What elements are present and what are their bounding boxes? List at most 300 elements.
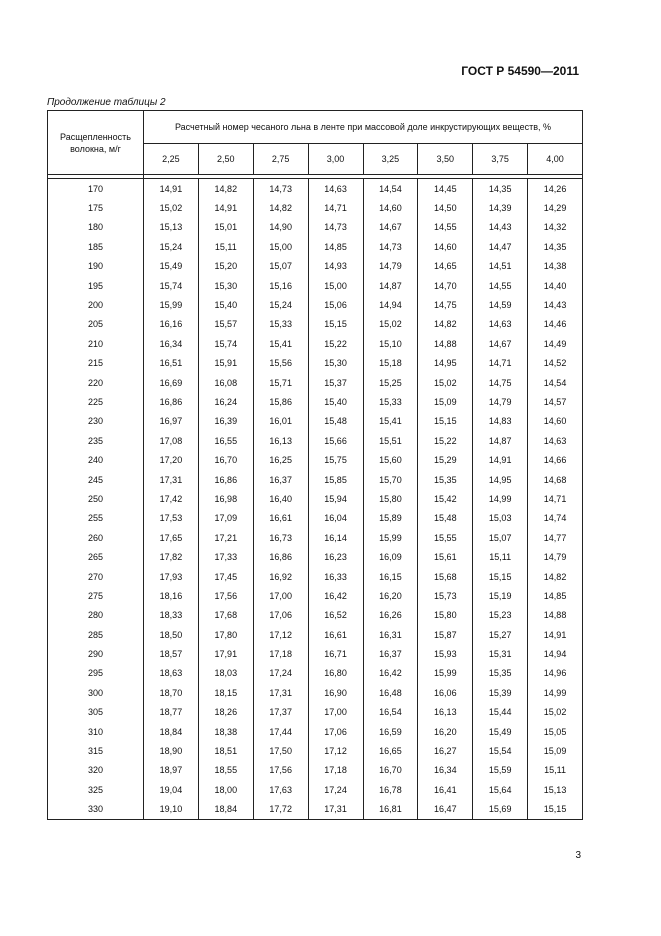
value-cell: 14,96 [528,664,583,683]
table-row [48,625,583,644]
value-cell: 15,29 [418,450,473,469]
table-row [48,644,583,663]
row-label-cell: 330 [48,800,144,820]
value-cell: 15,15 [528,800,583,820]
value-cell: 17,00 [308,703,363,722]
table-row [48,295,583,314]
table-row [48,509,583,528]
value-cell: 15,41 [253,334,308,353]
value-cell: 15,51 [363,431,418,450]
value-cell: 16,41 [418,780,473,799]
value-cell: 15,69 [473,800,528,820]
table-row [48,198,583,217]
value-cell: 16,25 [253,450,308,469]
row-label-cell: 200 [48,295,144,314]
value-cell: 15,24 [253,295,308,314]
value-cell: 14,77 [528,528,583,547]
row-label-cell: 265 [48,547,144,566]
value-cell: 16,92 [253,567,308,586]
value-cell: 15,99 [418,664,473,683]
table-row [48,315,583,334]
value-cell: 15,42 [418,489,473,508]
value-cell: 17,37 [253,703,308,722]
value-cell: 15,15 [308,315,363,334]
value-cell: 14,85 [308,237,363,256]
value-cell: 18,90 [144,741,199,760]
value-cell: 15,68 [418,567,473,586]
value-cell: 15,13 [144,218,199,237]
table-row [48,683,583,702]
value-cell: 15,44 [473,703,528,722]
row-label-cell: 275 [48,586,144,605]
value-cell: 15,91 [198,354,253,373]
value-cell: 14,52 [528,354,583,373]
value-cell: 16,01 [253,412,308,431]
table-continuation-label: Продолжение таблицы 2 [47,97,166,108]
value-cell: 14,79 [528,547,583,566]
value-cell: 16,37 [363,644,418,663]
value-cell: 15,33 [363,392,418,411]
value-cell: 16,78 [363,780,418,799]
row-label-cell: 285 [48,625,144,644]
value-cell: 15,59 [473,761,528,780]
value-cell: 15,56 [253,354,308,373]
value-cell: 15,35 [418,470,473,489]
table-row [48,761,583,780]
value-cell: 16,52 [308,606,363,625]
value-cell: 14,68 [528,470,583,489]
value-cell: 14,94 [528,644,583,663]
value-cell: 16,97 [144,412,199,431]
value-cell: 15,11 [473,547,528,566]
value-cell: 14,90 [253,218,308,237]
value-cell: 14,91 [528,625,583,644]
value-cell: 15,74 [198,334,253,353]
table-row [48,470,583,489]
value-cell: 15,16 [253,276,308,295]
column-header: 3,25 [363,144,418,175]
value-cell: 15,06 [308,295,363,314]
table-row [48,392,583,411]
value-cell: 15,15 [473,567,528,586]
value-cell: 18,33 [144,606,199,625]
value-cell: 14,95 [473,470,528,489]
value-cell: 17,12 [308,741,363,760]
value-cell: 16,69 [144,373,199,392]
value-cell: 14,39 [473,198,528,217]
value-cell: 18,38 [198,722,253,741]
value-cell: 14,71 [308,198,363,217]
value-cell: 14,66 [528,450,583,469]
value-cell: 17,09 [198,509,253,528]
value-cell: 15,09 [418,392,473,411]
value-cell: 19,04 [144,780,199,799]
value-cell: 16,86 [198,470,253,489]
value-cell: 15,94 [308,489,363,508]
value-cell: 14,63 [473,315,528,334]
table-row [48,412,583,431]
value-cell: 18,70 [144,683,199,702]
value-cell: 18,84 [198,800,253,820]
value-cell: 16,81 [363,800,418,820]
value-cell: 16,26 [363,606,418,625]
row-label-cell: 190 [48,257,144,276]
value-cell: 16,13 [253,431,308,450]
value-cell: 14,38 [528,257,583,276]
row-label-cell: 195 [48,276,144,295]
value-cell: 15,71 [253,373,308,392]
row-label-cell: 225 [48,392,144,411]
value-cell: 17,42 [144,489,199,508]
value-cell: 17,12 [253,625,308,644]
value-cell: 17,56 [198,586,253,605]
table-body [48,179,583,820]
row-label-cell: 175 [48,198,144,217]
row-label-cell: 185 [48,237,144,256]
table-row [48,276,583,295]
value-cell: 16,86 [144,392,199,411]
value-cell: 14,49 [528,334,583,353]
row-label-cell: 325 [48,780,144,799]
value-cell: 14,54 [363,179,418,199]
value-cell: 18,97 [144,761,199,780]
value-cell: 16,06 [418,683,473,702]
value-cell: 14,79 [473,392,528,411]
value-cell: 16,51 [144,354,199,373]
value-cell: 14,85 [528,586,583,605]
value-cell: 15,87 [418,625,473,644]
value-cell: 18,26 [198,703,253,722]
value-cell: 15,20 [198,257,253,276]
value-cell: 15,27 [473,625,528,644]
value-cell: 16,33 [308,567,363,586]
value-cell: 14,91 [144,179,199,199]
row-label-cell: 210 [48,334,144,353]
value-cell: 14,47 [473,237,528,256]
value-cell: 16,09 [363,547,418,566]
value-cell: 14,45 [418,179,473,199]
table-row [48,179,583,199]
value-cell: 15,40 [198,295,253,314]
value-cell: 15,00 [308,276,363,295]
column-header: 2,25 [144,144,199,175]
value-cell: 17,18 [308,761,363,780]
row-label-cell: 315 [48,741,144,760]
value-cell: 14,50 [418,198,473,217]
value-cell: 15,10 [363,334,418,353]
value-cell: 15,13 [528,780,583,799]
value-cell: 14,59 [473,295,528,314]
value-cell: 14,88 [528,606,583,625]
table-row [48,450,583,469]
table-row [48,606,583,625]
value-cell: 16,08 [198,373,253,392]
document-code: ГОСТ Р 54590—2011 [461,64,579,78]
value-cell: 16,24 [198,392,253,411]
value-cell: 19,10 [144,800,199,820]
value-cell: 15,55 [418,528,473,547]
value-cell: 15,93 [418,644,473,663]
row-label-cell: 290 [48,644,144,663]
value-cell: 16,42 [308,586,363,605]
value-cell: 17,68 [198,606,253,625]
value-cell: 17,80 [198,625,253,644]
column-header: 2,75 [253,144,308,175]
row-label-cell: 310 [48,722,144,741]
value-cell: 14,60 [528,412,583,431]
value-cell: 14,73 [253,179,308,199]
column-header: 3,75 [473,144,528,175]
value-cell: 15,07 [473,528,528,547]
value-cell: 14,60 [363,198,418,217]
value-cell: 15,61 [418,547,473,566]
value-cell: 16,04 [308,509,363,528]
value-cell: 14,32 [528,218,583,237]
row-label-cell: 235 [48,431,144,450]
value-cell: 17,21 [198,528,253,547]
value-cell: 15,02 [144,198,199,217]
value-cell: 14,93 [308,257,363,276]
value-cell: 16,80 [308,664,363,683]
value-cell: 16,59 [363,722,418,741]
value-cell: 18,00 [198,780,253,799]
value-cell: 14,26 [528,179,583,199]
table-row [48,257,583,276]
value-cell: 14,82 [198,179,253,199]
value-cell: 15,85 [308,470,363,489]
value-cell: 15,11 [198,237,253,256]
value-cell: 15,02 [418,373,473,392]
value-cell: 16,70 [198,450,253,469]
row-header: Расщепленность волокна, м/г [48,111,144,175]
value-cell: 16,23 [308,547,363,566]
value-cell: 17,93 [144,567,199,586]
row-label-cell: 320 [48,761,144,780]
value-cell: 17,06 [308,722,363,741]
value-cell: 16,34 [144,334,199,353]
value-cell: 16,55 [198,431,253,450]
value-cell: 16,54 [363,703,418,722]
value-cell: 14,60 [418,237,473,256]
value-cell: 15,48 [418,509,473,528]
value-cell: 15,31 [473,644,528,663]
value-cell: 14,73 [308,218,363,237]
table-row [48,547,583,566]
value-cell: 16,73 [253,528,308,547]
value-cell: 14,83 [473,412,528,431]
group-header: Расчетный номер чесаного льна в ленте при массовой доле инкрустирующих веществ, % [144,111,583,144]
value-cell: 15,80 [418,606,473,625]
value-cell: 15,37 [308,373,363,392]
value-cell: 17,50 [253,741,308,760]
value-cell: 18,03 [198,664,253,683]
value-cell: 15,15 [418,412,473,431]
value-cell: 15,64 [473,780,528,799]
value-cell: 16,20 [363,586,418,605]
value-cell: 14,79 [363,257,418,276]
value-cell: 15,99 [363,528,418,547]
value-cell: 15,24 [144,237,199,256]
value-cell: 15,39 [473,683,528,702]
row-label-cell: 205 [48,315,144,334]
row-label-cell: 300 [48,683,144,702]
value-cell: 16,14 [308,528,363,547]
table-row [48,431,583,450]
row-label-cell: 280 [48,606,144,625]
table-row [48,722,583,741]
row-label-cell: 230 [48,412,144,431]
value-cell: 15,60 [363,450,418,469]
value-cell: 14,40 [528,276,583,295]
value-cell: 16,61 [253,509,308,528]
value-cell: 14,91 [198,198,253,217]
value-cell: 15,89 [363,509,418,528]
value-cell: 17,31 [253,683,308,702]
value-cell: 18,15 [198,683,253,702]
value-cell: 16,47 [418,800,473,820]
value-cell: 16,61 [308,625,363,644]
value-cell: 16,13 [418,703,473,722]
value-cell: 15,02 [528,703,583,722]
value-cell: 16,34 [418,761,473,780]
value-cell: 17,18 [253,644,308,663]
value-cell: 14,55 [473,276,528,295]
value-cell: 16,40 [253,489,308,508]
value-cell: 17,24 [308,780,363,799]
row-label-cell: 305 [48,703,144,722]
table-row [48,354,583,373]
value-cell: 15,18 [363,354,418,373]
table-row [48,703,583,722]
value-cell: 14,73 [363,237,418,256]
value-cell: 17,06 [253,606,308,625]
value-cell: 16,98 [198,489,253,508]
value-cell: 15,22 [418,431,473,450]
value-cell: 14,87 [473,431,528,450]
value-cell: 15,33 [253,315,308,334]
table-row [48,528,583,547]
value-cell: 14,99 [528,683,583,702]
value-cell: 15,57 [198,315,253,334]
value-cell: 16,90 [308,683,363,702]
row-label-cell: 270 [48,567,144,586]
value-cell: 14,67 [473,334,528,353]
value-cell: 17,33 [198,547,253,566]
row-label-cell: 170 [48,179,144,199]
value-cell: 15,49 [473,722,528,741]
value-cell: 16,42 [363,664,418,683]
value-cell: 14,82 [253,198,308,217]
value-cell: 14,87 [363,276,418,295]
value-cell: 14,43 [473,218,528,237]
row-label-cell: 295 [48,664,144,683]
value-cell: 14,46 [528,315,583,334]
value-cell: 16,15 [363,567,418,586]
value-cell: 15,23 [473,606,528,625]
table-row [48,741,583,760]
value-cell: 15,30 [308,354,363,373]
value-cell: 17,44 [253,722,308,741]
value-cell: 17,53 [144,509,199,528]
value-cell: 17,65 [144,528,199,547]
value-cell: 15,70 [363,470,418,489]
value-cell: 18,57 [144,644,199,663]
value-cell: 15,54 [473,741,528,760]
value-cell: 14,99 [473,489,528,508]
value-cell: 15,86 [253,392,308,411]
value-cell: 16,86 [253,547,308,566]
column-header: 3,00 [308,144,363,175]
value-cell: 17,82 [144,547,199,566]
value-cell: 14,71 [473,354,528,373]
row-label-cell: 260 [48,528,144,547]
data-table [47,110,583,820]
row-label-cell: 250 [48,489,144,508]
value-cell: 15,41 [363,412,418,431]
value-cell: 17,00 [253,586,308,605]
value-cell: 14,75 [418,295,473,314]
value-cell: 14,35 [528,237,583,256]
value-cell: 16,31 [363,625,418,644]
table-row [48,800,583,820]
value-cell: 15,73 [418,586,473,605]
table-row [48,780,583,799]
value-cell: 15,11 [528,761,583,780]
value-cell: 14,70 [418,276,473,295]
value-cell: 15,30 [198,276,253,295]
value-cell: 16,70 [363,761,418,780]
row-label-cell: 255 [48,509,144,528]
value-cell: 18,50 [144,625,199,644]
value-cell: 15,22 [308,334,363,353]
value-cell: 15,02 [363,315,418,334]
value-cell: 15,74 [144,276,199,295]
value-cell: 17,31 [144,470,199,489]
value-cell: 15,07 [253,257,308,276]
value-cell: 15,09 [528,741,583,760]
row-label-cell: 215 [48,354,144,373]
value-cell: 14,57 [528,392,583,411]
value-cell: 14,75 [473,373,528,392]
value-cell: 14,63 [308,179,363,199]
value-cell: 14,74 [528,509,583,528]
value-cell: 15,25 [363,373,418,392]
value-cell: 15,03 [473,509,528,528]
table-row [48,334,583,353]
value-cell: 16,65 [363,741,418,760]
value-cell: 14,29 [528,198,583,217]
value-cell: 17,72 [253,800,308,820]
value-cell: 15,35 [473,664,528,683]
value-cell: 18,63 [144,664,199,683]
value-cell: 16,16 [144,315,199,334]
value-cell: 14,82 [528,567,583,586]
value-cell: 14,71 [528,489,583,508]
value-cell: 15,40 [308,392,363,411]
row-label-cell: 240 [48,450,144,469]
table-row [48,237,583,256]
value-cell: 14,94 [363,295,418,314]
table-row [48,489,583,508]
value-cell: 17,56 [253,761,308,780]
value-cell: 15,48 [308,412,363,431]
value-cell: 14,82 [418,315,473,334]
value-cell: 14,43 [528,295,583,314]
value-cell: 14,65 [418,257,473,276]
column-header: 2,50 [198,144,253,175]
page-number: 3 [575,850,581,861]
value-cell: 17,24 [253,664,308,683]
